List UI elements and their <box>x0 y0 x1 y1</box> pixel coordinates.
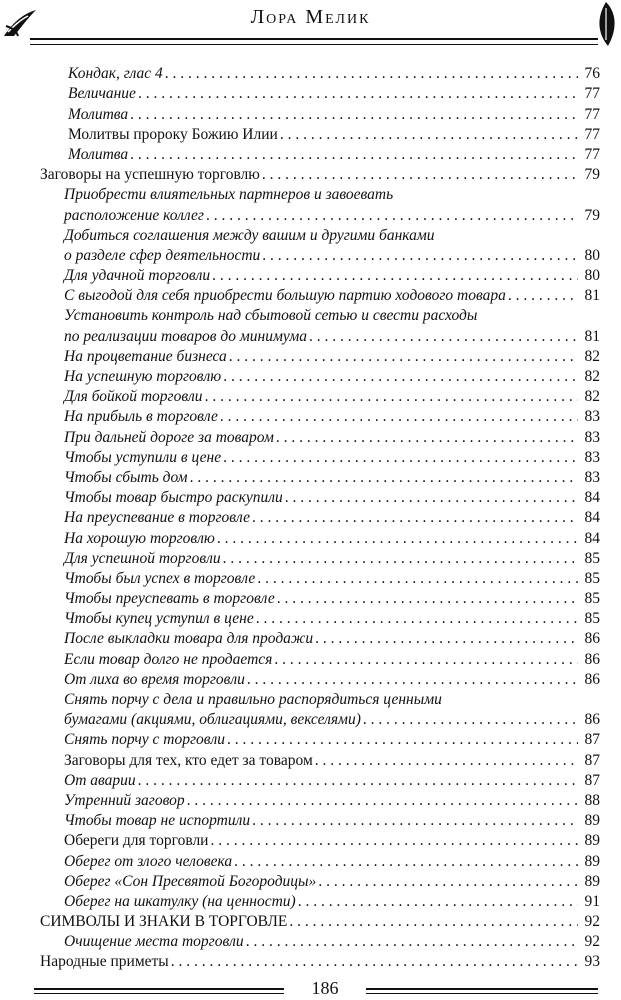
toc-entry-title: Заговоры для тех, кто едет за товаром <box>64 751 313 769</box>
toc-entry-title: Оберег на шкатулку (на ценности) <box>64 892 296 910</box>
dot-leader <box>252 811 578 831</box>
toc-entry-page: 89 <box>584 872 600 890</box>
dot-leader <box>130 145 578 165</box>
toc-entry-page: 81 <box>584 327 600 345</box>
toc-entry <box>40 286 600 306</box>
toc-entry <box>40 266 600 286</box>
toc-entry-title: На процветание бизнеса <box>64 347 227 365</box>
toc-entry <box>40 569 600 589</box>
toc-entry-page: 87 <box>584 771 600 789</box>
toc-entry-page: 83 <box>584 408 600 426</box>
page-number: 186 <box>311 978 339 998</box>
toc-entry-page: 80 <box>584 267 600 285</box>
table-of-contents <box>40 64 600 972</box>
toc-entry-title: Чтобы уступили в цене <box>64 448 222 466</box>
toc-entry <box>40 468 600 488</box>
toc-entry <box>40 831 600 851</box>
toc-entry-page: 77 <box>584 145 600 163</box>
toc-entry-title: Чтобы был успех в торговле <box>64 569 256 587</box>
dot-leader <box>262 165 578 185</box>
dot-leader <box>220 407 578 427</box>
toc-entry-page: 87 <box>584 731 600 749</box>
dot-leader <box>234 852 578 872</box>
toc-entry <box>40 246 600 266</box>
dot-leader <box>280 125 578 145</box>
toc-entry <box>40 64 600 84</box>
toc-entry <box>40 407 600 427</box>
toc-entry-title: Заговоры на успешную торговлю <box>40 166 260 184</box>
dot-leader <box>276 428 578 448</box>
toc-entry-title: Чтобы товар не испортили <box>64 812 251 830</box>
dot-leader <box>223 448 578 468</box>
toc-entry <box>40 771 600 791</box>
dot-leader <box>256 609 578 629</box>
toc-entry-title: Народные приметы <box>40 953 169 971</box>
dot-leader <box>210 831 578 851</box>
dot-leader <box>298 892 578 912</box>
toc-entry <box>40 205 600 225</box>
dot-leader <box>285 488 578 508</box>
running-header-title: Лора Мелик <box>250 6 371 28</box>
toc-entry-title: Величание <box>68 85 136 103</box>
toc-entry-page: 86 <box>584 650 600 668</box>
toc-entry-page: 79 <box>584 206 600 224</box>
toc-entry <box>40 306 600 326</box>
toc-entry-page: 92 <box>584 933 600 951</box>
toc-entry <box>40 125 600 145</box>
toc-entry <box>40 952 600 972</box>
toc-entry <box>40 528 600 548</box>
toc-entry-title: На прибыль в торговле <box>64 408 218 426</box>
toc-entry-page: 87 <box>584 751 600 769</box>
toc-entry-title: На успешную торговлю <box>64 368 222 385</box>
toc-entry-title: На хорошую торговлю <box>64 529 215 547</box>
toc-entry <box>40 872 600 892</box>
toc-entry <box>40 609 600 629</box>
toc-entry-page: 86 <box>584 670 600 688</box>
dot-leader <box>363 710 578 730</box>
toc-entry <box>40 811 600 831</box>
toc-entry-title: После выкладки товара для продажи <box>64 630 314 648</box>
toc-entry-page: 89 <box>584 852 600 870</box>
dot-leader <box>508 286 578 306</box>
toc-entry-page: 83 <box>584 468 600 486</box>
toc-entry-page: 85 <box>584 610 600 628</box>
toc-entry-page: 84 <box>584 509 600 527</box>
dot-leader <box>217 529 578 549</box>
dot-leader <box>229 347 578 367</box>
toc-entry <box>40 892 600 912</box>
toc-entry <box>40 427 600 447</box>
toc-entry-title: Молитва <box>68 145 129 163</box>
page-footer <box>0 978 621 1000</box>
toc-entry-title: Для удачной торговли <box>64 267 211 285</box>
toc-entry-page: 77 <box>584 125 600 143</box>
toc-entry-page: 92 <box>584 913 600 931</box>
header-rule <box>30 38 598 45</box>
toc-entry-page: 89 <box>584 812 600 830</box>
toc-entry-title: Снять порчу с торговли <box>64 731 226 749</box>
toc-entry-title: Чтобы преуспевать в торговле <box>64 590 275 608</box>
toc-entry-page: 77 <box>584 85 600 103</box>
toc-entry-page: 82 <box>584 347 600 365</box>
toc-entry-page: 77 <box>584 105 600 123</box>
dot-leader <box>223 367 578 387</box>
footer-rule-right <box>366 988 598 994</box>
toc-entry-title: Оберег от злого человека <box>64 852 233 870</box>
toc-entry <box>40 326 600 346</box>
toc-entry-title: Молитвы пророку Божию Илии <box>68 125 278 143</box>
dot-leader <box>247 670 578 690</box>
dot-leader <box>274 650 578 670</box>
toc-entry-title: Чтобы купец уступил в цене <box>64 610 254 628</box>
toc-entry-page: 85 <box>584 569 600 587</box>
toc-entry-title: Молитва <box>68 105 129 123</box>
toc-entry-page: 76 <box>584 65 600 83</box>
toc-entry <box>40 488 600 508</box>
toc-entry-page: 85 <box>584 549 600 567</box>
toc-entry <box>40 912 600 932</box>
toc-entry-title: Кондак, глас 4 <box>68 65 163 83</box>
toc-entry-title: Если товар долго не продается <box>64 650 273 668</box>
toc-entry <box>40 387 600 407</box>
dot-leader <box>130 105 578 125</box>
toc-entry-page: 88 <box>584 791 600 809</box>
toc-entry-page: 82 <box>584 368 600 385</box>
toc-entry <box>40 145 600 165</box>
toc-entry-page: 91 <box>584 892 600 910</box>
dot-leader <box>223 549 578 569</box>
toc-entry-title: по реализации товаров до минимума <box>64 327 307 345</box>
toc-entry-title: Чтобы сбыть дом <box>64 468 188 486</box>
toc-entry-title: На преуспевание в торговле <box>64 509 250 527</box>
dot-leader <box>277 589 578 609</box>
toc-entry-title: Приобрести влиятельных партнеров и завоевать <box>64 186 394 204</box>
dot-leader <box>309 327 578 347</box>
toc-entry <box>40 508 600 528</box>
toc-entry <box>40 710 600 730</box>
dot-leader <box>315 629 578 649</box>
toc-entry-page: 80 <box>584 246 600 264</box>
toc-entry <box>40 670 600 690</box>
toc-entry-title: расположение коллег <box>64 206 204 224</box>
footer-rule-left <box>34 988 284 994</box>
toc-entry-title: Для успешной торговли <box>64 549 221 567</box>
toc-entry-title: От аварии <box>64 771 136 789</box>
toc-entry <box>40 690 600 710</box>
toc-entry-page: 86 <box>584 711 600 729</box>
dot-leader <box>257 569 578 589</box>
toc-entry <box>40 347 600 367</box>
toc-entry <box>40 932 600 952</box>
toc-entry <box>40 226 600 246</box>
dot-leader <box>205 387 578 407</box>
dot-leader <box>212 266 578 286</box>
toc-entry-title: Обереги для торговли <box>64 832 209 850</box>
dot-leader <box>262 246 578 266</box>
toc-entry-page: 84 <box>584 529 600 547</box>
toc-entry <box>40 649 600 669</box>
toc-entry-title: Для бойкой торговли <box>64 388 203 406</box>
dot-leader <box>138 84 578 104</box>
dot-leader <box>252 508 578 528</box>
toc-entry <box>40 791 600 811</box>
toc-entry-page: 83 <box>584 428 600 446</box>
toc-entry <box>40 750 600 770</box>
toc-entry-page: 89 <box>584 832 600 850</box>
toc-entry-title: Утренний заговор <box>64 791 185 809</box>
toc-entry-page: 84 <box>584 489 600 507</box>
toc-entry-page: 82 <box>584 388 600 406</box>
toc-entry <box>40 730 600 750</box>
dot-leader <box>318 872 578 892</box>
toc-entry <box>40 448 600 468</box>
toc-entry <box>40 165 600 185</box>
toc-entry <box>40 589 600 609</box>
toc-entry-page: 81 <box>584 287 600 305</box>
toc-entry-title: Установить контроль над сбытовой сетью и свести расходы <box>64 307 478 325</box>
toc-entry <box>40 84 600 104</box>
toc-entry-title: Оберег «Сон Пресвятой Богородицы» <box>64 872 317 890</box>
page-header <box>0 0 621 56</box>
toc-entry-title: Чтобы товар быстро раскупили <box>64 489 283 507</box>
toc-entry-title: Добиться соглашения между вашим и другими банками <box>64 226 435 244</box>
toc-entry-page: 85 <box>584 590 600 608</box>
dot-leader <box>171 952 578 972</box>
toc-entry-page: 83 <box>584 448 600 466</box>
leaf-ornament-icon <box>592 0 620 48</box>
dot-leader <box>187 791 578 811</box>
dot-leader <box>138 771 578 791</box>
toc-entry-title: От лиха во время торговли <box>64 670 245 688</box>
toc-entry <box>40 185 600 205</box>
dot-leader <box>206 206 578 226</box>
dot-leader <box>227 730 578 750</box>
dot-leader <box>165 64 578 84</box>
toc-entry-page: 86 <box>584 630 600 648</box>
toc-entry-title: С выгодой для себя приобрести большую партию ходового товара <box>64 287 506 305</box>
toc-entry-page: 79 <box>584 166 600 184</box>
toc-entry-title: Снять порчу с дела и правильно распорядиться ценными <box>64 690 442 708</box>
toc-entry-title: При дальней дороге за товаром <box>64 428 274 446</box>
toc-entry <box>40 629 600 649</box>
toc-entry-title: о разделе сфер деятельности <box>64 246 261 264</box>
toc-entry-title: СИМВОЛЫ И ЗНАКИ В ТОРГОВЛЕ <box>40 913 288 931</box>
dot-leader <box>289 912 578 932</box>
toc-entry-page: 93 <box>584 953 600 971</box>
toc-entry <box>40 549 600 569</box>
toc-entry-title: Очищение места торговли <box>64 933 244 951</box>
dot-leader <box>190 468 578 488</box>
dot-leader <box>246 932 578 952</box>
toc-entry <box>40 367 600 387</box>
dot-leader <box>315 751 578 771</box>
toc-entry-title: бумагами (акциями, облигациями, векселями) <box>64 711 361 729</box>
toc-entry <box>40 104 600 124</box>
toc-entry <box>40 851 600 871</box>
